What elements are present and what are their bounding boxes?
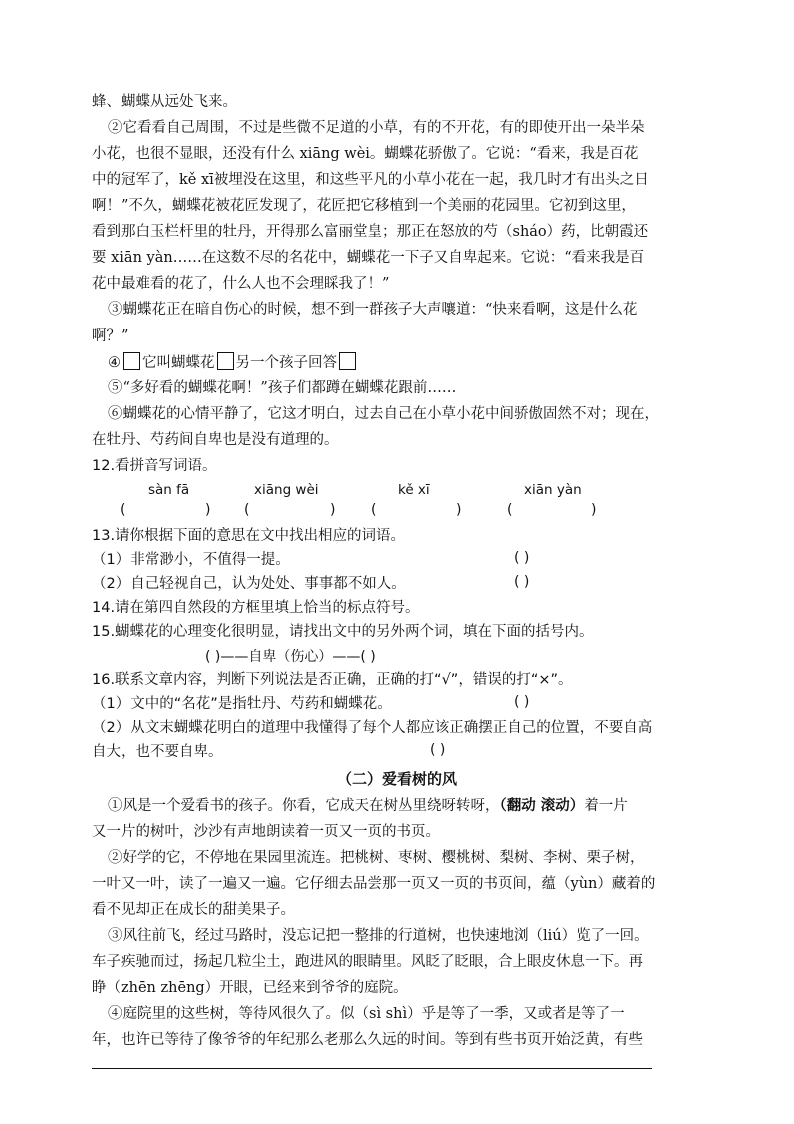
answer-bracket: ) xyxy=(205,502,211,518)
para4-text-a: 它叫蝴蝶花 xyxy=(142,355,215,371)
para-number: ④ xyxy=(108,355,121,371)
answer-bracket: ( xyxy=(244,502,250,518)
passage2-para2-line: ②好学的它，不停地在果园里流连。把桃树、枣树、樱桃树、梨树、李树、栗子树， xyxy=(108,850,645,866)
passage2-para3-line: ③风往前飞，经过马路时，没忘记把一整排的行道树，也快速地浏（liú）览了一回。 xyxy=(108,928,649,944)
passage1-line: 要 xiān yàn……在这数不尽的名花中，蝴蝶花一下子又自卑起来。它说：“看来我是百 xyxy=(92,250,645,266)
para4-text-b: 另一个孩子回答 xyxy=(235,355,337,371)
footer-rule xyxy=(92,1068,652,1069)
passage2-line: 又一片的树叶，沙沙有声地朗读着一页又一页的书页。 xyxy=(92,824,440,840)
passage2-line: 看不见却正在成长的甜美果子。 xyxy=(92,902,295,918)
passage2-line: 车子疾驰而过，扬起几粒尘土，跑进风的眼睛里。风眨了眨眼，合上眼皮休息一下。再 xyxy=(92,954,643,970)
passage2-line: 睁（zhēn zhēng）开眼，已经来到爷爷的庭院。 xyxy=(92,980,408,996)
passage1-para3-line: ③蝴蝶花正在暗自伤心的时候，想不到一群孩子大声嚷道：“快来看啊，这是什么花 xyxy=(108,302,638,318)
answer-bracket: ) xyxy=(456,502,462,518)
answer-bracket: ( ) xyxy=(514,574,530,590)
passage2-line: 一叶又一叶，读了一遍又一遍。它仔细去品尝那一页又一页的书页间，蕴（yùn）藏着的 xyxy=(92,876,656,892)
passage1-line: 在牡丹、芍药间自卑也是没有道理的。 xyxy=(92,432,339,448)
question-15: 15.蝴蝶花的心理变化很明显，请找出文中的另外两个词，填在下面的括号内。 xyxy=(92,624,594,640)
question-16-1: （1）文中的“名花”是指牡丹、芍药和蝴蝶花。 xyxy=(92,696,392,712)
para1-text-end: 着一片 xyxy=(584,798,628,814)
word-choice: （翻动 滚动） xyxy=(499,797,585,814)
passage2-para4-line: ④庭院里的这些树，等待风很久了。似（sì shì）乎是等了一季，又或者是等了一 xyxy=(108,1006,625,1022)
para1-text: ①风是一个爱看书的孩子。你看，它成天在树丛里绕呀转呀， xyxy=(108,798,500,814)
answer-bracket: ( xyxy=(371,502,377,518)
pinyin-3: kě xī xyxy=(398,482,430,498)
punctuation-box-2[interactable] xyxy=(217,352,234,370)
pinyin-4: xiān yàn xyxy=(524,482,582,498)
passage1-line: 啊！”不久，蝴蝶花被花匠发现了，花匠把它移植到一个美丽的花园里。它初到这里， xyxy=(92,198,636,214)
answer-bracket: ( xyxy=(507,502,513,518)
passage1-line: 啊？” xyxy=(92,328,129,344)
question-14: 14.请在第四自然段的方框里填上恰当的标点符号。 xyxy=(92,600,420,616)
passage2-para1-line xyxy=(108,796,628,816)
punctuation-box-1[interactable] xyxy=(123,352,140,370)
question-15-answer-line: ( )——自卑（伤心）——( ) xyxy=(205,649,376,665)
pinyin-1: sàn fā xyxy=(148,482,190,498)
passage1-line: 小花，也很不显眼，还没有什么 xiāng wèi。蝴蝶花骄傲了。它说：“看来，我是百花 xyxy=(92,146,639,162)
passage1-para5-line: ⑤“多好看的蝴蝶花啊！”孩子们都蹲在蝴蝶花跟前…… xyxy=(108,380,457,396)
passage2-line: 年，也许已等待了像爷爷的年纪那么老那么久远的时间。等到有些书页开始泛黄，有些 xyxy=(92,1032,643,1048)
section-title: （二）爱看树的风 xyxy=(336,770,457,788)
passage1-line: 蜂、蝴蝶从远处飞来。 xyxy=(92,94,237,110)
question-13-1: （1）非常渺小，不值得一提。 xyxy=(92,552,290,568)
question-16-2-cont: 自大，也不要自卑。 xyxy=(92,744,223,760)
passage1-para6-line: ⑥蝴蝶花的心情平静了，它这才明白，过去自己在小草小花中间骄傲固然不对；现在， xyxy=(108,406,659,422)
passage1-line: 花中最难看的花了，什么人也不会理睬我了！” xyxy=(92,276,390,292)
question-12: 12.看拼音写词语。 xyxy=(92,458,217,474)
question-16-2: （2）从文末蝴蝶花明白的道理中我懂得了每个人都应该正确摆正自己的位置，不要自高 xyxy=(92,720,653,736)
answer-bracket: ( xyxy=(120,502,126,518)
answer-bracket: ) xyxy=(330,502,336,518)
passage1-line: 看到那白玉栏杆里的牡丹，开得那么富丽堂皇；那正在怒放的芍（sháo）药，比朝霞还 xyxy=(92,224,649,240)
answer-bracket: ( ) xyxy=(514,694,530,710)
question-16: 16.联系文章内容，判断下列说法是否正确，正确的打“√”，错误的打“×”。 xyxy=(92,672,573,688)
question-13: 13.请你根据下面的意思在文中找出相应的词语。 xyxy=(92,528,406,544)
passage1-para4-line xyxy=(108,352,358,373)
passage1-line: 中的冠军了，kě xī被埋没在这里，和这些平凡的小草小花在一起，我几时才有出头之日 xyxy=(92,172,649,188)
answer-bracket: ( ) xyxy=(430,742,446,758)
question-13-2: （2）自己轻视自己，认为处处、事事都不如人。 xyxy=(92,576,406,592)
passage1-para2-line: ②它看看自己周围，不过是些微不足道的小草，有的不开花，有的即使开出一朵半朵 xyxy=(108,120,645,136)
punctuation-box-3[interactable] xyxy=(339,352,356,370)
answer-bracket: ( ) xyxy=(514,550,530,566)
pinyin-2: xiāng wèi xyxy=(254,482,319,498)
answer-bracket: ) xyxy=(591,502,597,518)
